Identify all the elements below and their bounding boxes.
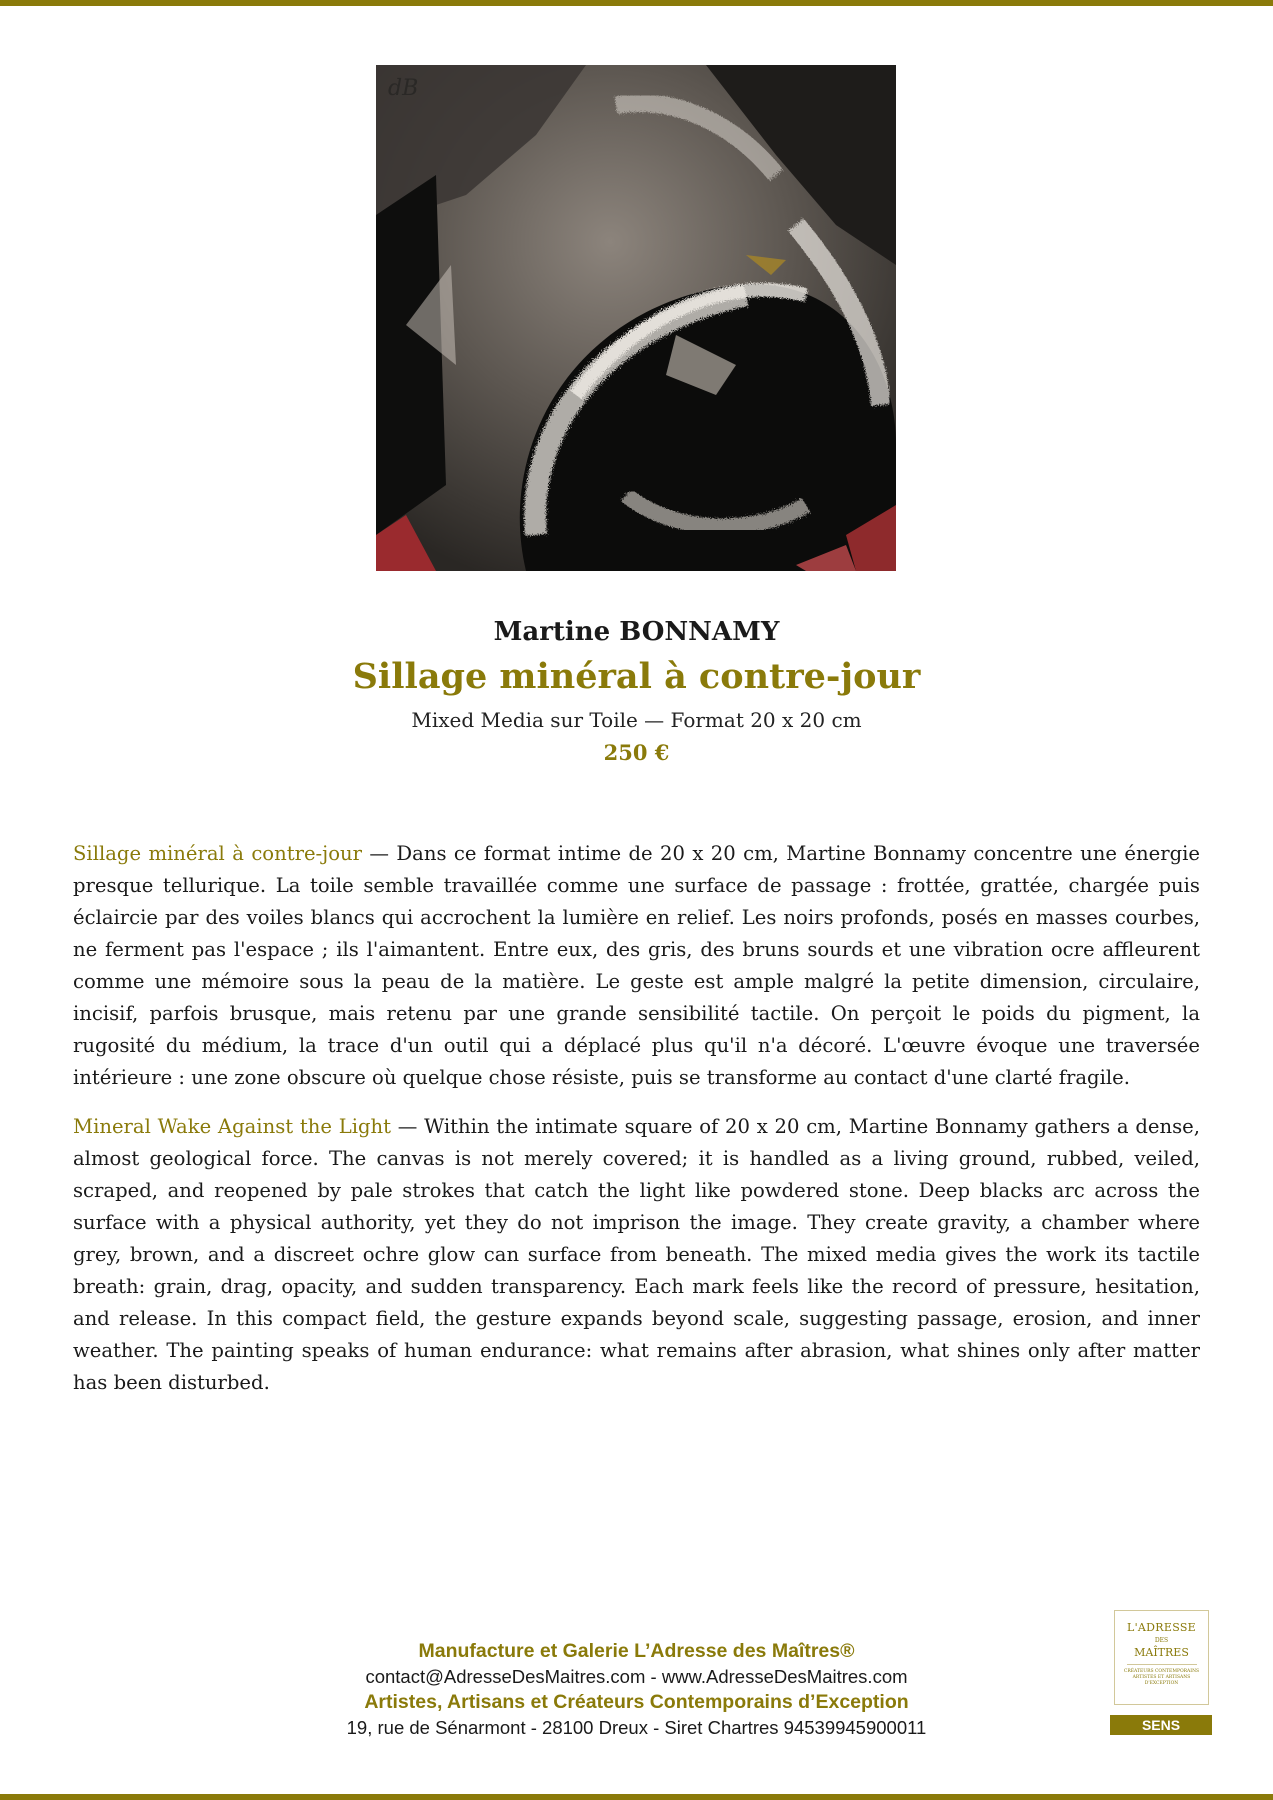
footer-address: 19, rue de Sénarmont - 28100 Dreux - Siret Chartres 94539945900011	[346, 1717, 927, 1738]
footer-company: Manufacture et Galerie L’Adresse des Maîtres®	[418, 1640, 855, 1662]
sens-badge: SENS	[1110, 1715, 1212, 1735]
artwork-title: Sillage minéral à contre-jour	[352, 656, 921, 697]
artwork-painting	[376, 65, 896, 571]
bottom-accent-bar	[0, 1794, 1273, 1800]
description-french-lead: Sillage minéral à contre-jour	[73, 842, 363, 865]
footer-contact: contact@AdresseDesMaitres.com - www.AdresseDesMaitres.com	[365, 1666, 908, 1687]
artwork-header	[0, 612, 1273, 768]
logo-line-1: L'ADRESSE	[1126, 1621, 1196, 1634]
description-french-text: — Dans ce format intime de 20 x 20 cm, Martine Bonnamy concentre une énergie presque tellurique. La toile semble travaillée comme une surface de passage : frottée, grattée, chargée puis éclaircie par des voiles blancs qui accrochent la lumière en relief. Les noirs profonds, posés en masses courbes, ne ferment pas l'espace ; ils l'aimantent. Entre eux, des gris, des bruns sourds et une vibration ocre affleurent comme une mémoire sous la peau de la matière. Le geste est ample malgré la petite dimension, circulaire, incisif, parfois brusque, mais retenu par une grande sensibilité tactile. On perçoit le poids du pigment, la rugosité du médium, la trace d'un outil qui a déplacé plus qu'il n'a décoré. L'œuvre évoque une traversée intérieure : une zone obscure où quelque chose résiste, puis se transforme au contact d'une clarté fragile.	[73, 842, 1200, 1089]
artwork-price: 250 €	[603, 740, 670, 765]
artwork-image	[376, 65, 896, 571]
description-english-text: — Within the intimate square of 20 x 20 cm, Martine Bonnamy gathers a dense, almost geological force. The canvas is not merely covered; it is handled as a living ground, rubbed, veiled, scraped, and reopened by pale strokes that catch the light like powdered stone. Deep blacks arc across the surface with a physical authority, yet they do not imprison the image. They create gravity, a chamber where grey, brown, and a discreet ochre glow can surface from beneath. The mixed media gives the work its tactile breath: grain, drag, opacity, and sudden transparency. Each mark feels like the record of pressure, hesitation, and release. In this compact field, the gesture expands beyond scale, suggesting passage, erosion, and inner weather. The painting speaks of human endurance: what remains after abrasion, what shines only after matter has been disturbed.	[73, 1115, 1200, 1394]
artwork-medium: Mixed Media sur Toile — Format 20 x 20 cm	[411, 708, 862, 732]
description-english	[73, 1111, 1200, 1399]
artwork-signature: dB	[388, 76, 419, 101]
description-french	[73, 838, 1200, 1094]
footer	[0, 1638, 1273, 1740]
artist-name: Martine BONNAMY	[493, 617, 780, 647]
gallery-logo	[1114, 1610, 1209, 1705]
logo-line-3: MAÎTRES	[1134, 1646, 1189, 1659]
logo-line-2: DES	[1154, 1637, 1169, 1644]
artwork-description	[73, 838, 1200, 1416]
footer-tagline: Artistes, Artisans et Créateurs Contemporains d’Exception	[364, 1691, 909, 1713]
top-accent-bar	[0, 0, 1273, 6]
description-english-lead: Mineral Wake Against the Light	[73, 1115, 392, 1138]
logo-divider	[1127, 1664, 1197, 1665]
logo-line-4: CRÉATEURS CONTEMPORAINS ARTISTES ET ARTISANS D'EXCEPTION	[1123, 1669, 1200, 1686]
